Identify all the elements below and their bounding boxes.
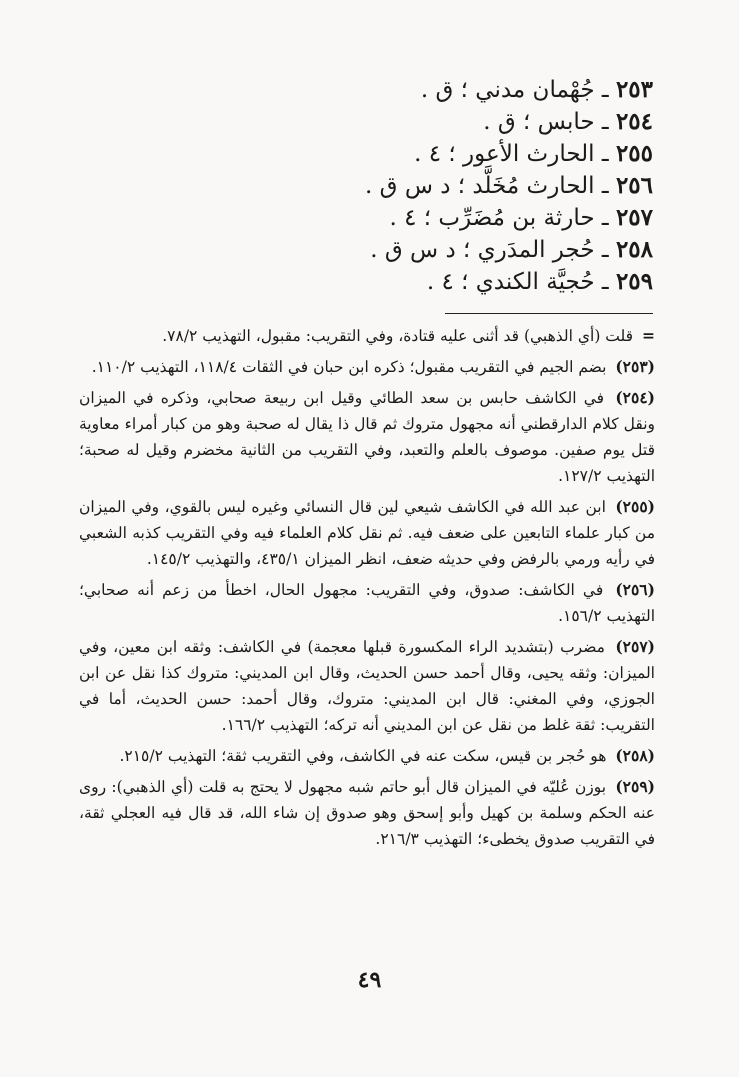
entry-text: ـ جُهْمان مدني ؛ ق .: [420, 77, 609, 103]
footnote-text: في الكاشف: صدوق، وفي التقريب: مجهول الحال، اخطأ من زعم أنه صحابي؛ التهذيب ١٥٦/٢.: [79, 581, 655, 625]
entry-number: ٢٥٩: [615, 268, 653, 295]
footnote-number: (٢٥٩): [615, 777, 655, 796]
footnote-text: ابن عبد الله في الكاشف شيعي لين قال النسائي وغيره ليس بالقوي، وفي الميزان من كبار علماء التابعين على ضعف فيه. ثم نقل كلام العلماء فيه وفي التقريب كذبه الشعبي في رأيه ورمي بالرفض وفي حديثه ضعف، انظر الميزان ٤٣٥/١، والتهذيب ١٤٥/٢.: [79, 498, 655, 568]
footnote-text: بضم الجيم في التقريب مقبول؛ ذكره ابن حبان في الثقات ١١٨/٤، التهذيب ١١٠/٢.: [91, 358, 607, 376]
footnote-259: [79, 774, 655, 852]
entry-number: ٢٥٨: [615, 236, 653, 263]
entry-number: ٢٥٥: [615, 140, 653, 167]
entry-text: ـ حارثة بن مُضَرِّب ؛ ٤ .: [389, 205, 609, 231]
footnote-255: [79, 494, 655, 572]
entry-number: ٢٥٣: [615, 76, 653, 103]
entry-number: ٢٥٤: [615, 108, 653, 135]
footnote-number: (٢٥٨): [615, 746, 655, 765]
entry-number: ٢٥٦: [615, 172, 653, 199]
entry-text: ـ حُجر المدَري ؛ د س ق .: [370, 237, 609, 263]
entry-253: [93, 74, 653, 106]
footnote-number: (٢٥٣): [615, 357, 655, 376]
footnote-text: قلت (أي الذهبي) قد أثنى عليه قتادة، وفي التقريب: مقبول، التهذيب ٧٨/٢.: [162, 327, 634, 345]
footnote-text: في الكاشف حابس بن سعد الطائي وقيل ابن ربيعة صحابي، وذكره في الميزان ونقل كلام الدارقطني أنه مجهول متروك ثم قال ذا يقال له صحبة وهو من كبار أمراء معاوية قتل يوم صفين. موصوف بالعلم والتعبد، وفي التقريب من الثانية مخضرم وقيل له صحبة؛ التهذيب ١٢٧/٢.: [79, 389, 655, 485]
footnote-number: (٢٥٦): [615, 580, 655, 599]
entry-259: [93, 266, 653, 298]
footnote-text: هو حُجر بن قيس، سكت عنه في الكاشف، وفي التقريب ثقة؛ التهذيب ٢١٥/٢.: [119, 747, 607, 765]
entry-257: [93, 202, 653, 234]
footnote-number: =: [642, 326, 655, 345]
entry-255: [93, 138, 653, 170]
footnote-number: (٢٥٧): [615, 637, 655, 656]
footnote-continued: [79, 323, 655, 349]
entry-254: [93, 106, 653, 138]
entry-list: [93, 74, 653, 298]
footnote-258: [79, 743, 655, 769]
entry-number: ٢٥٧: [615, 204, 653, 231]
footnote-254: [79, 385, 655, 489]
entry-text: ـ حُجيَّة الكندي ؛ ٤ .: [426, 269, 609, 295]
entry-text: ـ الحارث مُخَلَّد ؛ د س ق .: [365, 173, 609, 199]
footnote-text: مضرب (بتشديد الراء المكسورة قبلها معجمة) في الكاشف: وثقه ابن معين، وفي الميزان: وثقه يحيى، وقال أحمد حسن الحديث، وقال ابن المديني: متروك كذا نقل عن ابن الجوزي، وفي المغني: قال ابن المديني: متروك، وقال أحمد: حسن الحديث، أما في التقريب: ثقة غلط من نقل عن ابن المديني أنه تركه؛ التهذيب ١٦٦/٢.: [79, 638, 655, 734]
footnote-257: [79, 634, 655, 738]
footnote-divider: [445, 313, 653, 314]
footnote-text: بوزن عُليّه في الميزان قال أبو حاتم شبه مجهول لا يحتج به قلت (أي الذهبي): روى عنه الحكم وسلمة بن كهيل وأبو إسحق وهو صدوق إن شاء الله، قد قال فيه العجلي ثقة، في التقريب صدوق يخطىء؛ التهذيب ٢١٦/٣.: [79, 778, 655, 848]
entry-text: ـ الحارث الأعور ؛ ٤ .: [414, 141, 609, 167]
footnotes: [79, 323, 655, 857]
footnote-256: [79, 577, 655, 629]
entry-text: ـ حابس ؛ ق .: [483, 109, 609, 135]
footnote-253: [79, 354, 655, 380]
footnote-number: (٢٥٥): [615, 497, 655, 516]
footnote-number: (٢٥٤): [615, 388, 655, 407]
entry-258: [93, 234, 653, 266]
entry-256: [93, 170, 653, 202]
page-number: ٤٩: [357, 967, 382, 993]
